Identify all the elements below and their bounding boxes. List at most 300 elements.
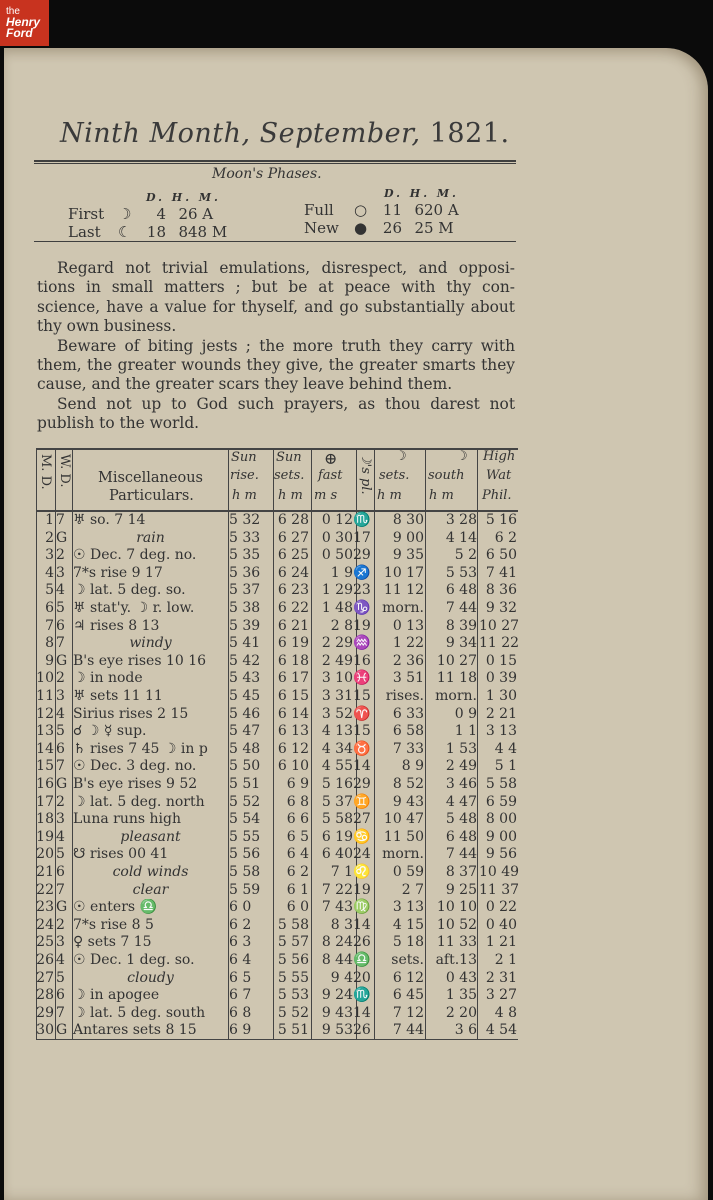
sun-rise: 5 39 [229,617,261,634]
high-water: 7 41 [485,564,517,581]
clock-fast: 9 24 [321,987,353,1004]
moon-sets: 11 50 [383,828,424,845]
clock-fast: 5 58 [321,811,353,828]
moon-south: 5 2 [454,547,477,564]
day-of-month: 12 [36,705,54,722]
table-row [36,970,518,988]
moon-sets: 7 33 [392,740,424,757]
sun-rise: 5 51 [229,776,261,792]
sun-rise: 5 45 [229,688,261,704]
high-water: 9 56 [485,846,517,863]
moon-sets: 8 30 [392,512,424,528]
day-of-month: 18 [36,811,54,828]
sun-rise: 5 36 [229,564,261,581]
moon-place: ♒ [353,635,371,652]
particulars: ♅ sets 11 11 [73,688,163,704]
title-rule [34,160,516,162]
moon-phases-heading: Moon's Phases. [212,166,322,182]
particulars: B's eye rises 10 16 [73,652,207,669]
clock-fast: 8 3 [330,916,353,933]
phase-name: First [68,205,105,223]
title-rule-thin [34,163,516,164]
moon-sets: 10 17 [383,564,424,581]
phases-right-header: D. H. M. [384,187,459,200]
table-row [36,811,518,829]
moon-place: ♏ [353,512,371,528]
day-of-week: 4 [56,952,65,968]
day-of-week: 2 [56,793,65,810]
day-of-week: 6 [56,617,65,634]
clock-fast: 3 31 [321,688,353,704]
moon-place: 20 [353,969,371,986]
high-water: 4 4 [494,740,517,757]
header-sunset-1: Sun [276,450,302,465]
phase-day: 11 [382,201,402,219]
sun-rise: 5 55 [229,828,261,845]
moon-south: morn. [435,688,477,704]
phase-hour: 2 [178,205,188,223]
day-of-month: 19 [36,828,54,845]
sun-set: 6 23 [277,582,309,599]
sun-set: 6 10 [277,758,309,775]
clock-fast: 3 10 [321,670,353,687]
header-wd: W. D. [57,454,72,488]
day-of-month: 6 [45,600,54,616]
moon-sets: 6 33 [392,705,424,722]
high-water: 6 2 [494,529,517,546]
high-water: 9 32 [485,600,517,616]
high-water: 8 00 [485,811,517,828]
paragraph-3: Send not up to God such prayers, as thou darest not publish to the world. [37,394,515,433]
table-row [36,864,518,882]
clock-fast: 7 1 [330,864,353,880]
day-of-week: 4 [56,582,65,599]
day-of-week: 7 [56,758,65,775]
phase-hour: 6 [414,201,424,219]
table-row [36,846,518,864]
sun-set: 6 25 [277,547,309,564]
sun-set: 5 57 [277,934,309,951]
day-of-month: 28 [36,987,54,1004]
clock-fast: 9 43 [321,1004,353,1021]
sun-rise: 5 50 [229,758,261,775]
moon-south: 11 33 [436,934,477,951]
day-of-month: 15 [36,758,54,775]
high-water: 2 31 [485,969,517,986]
moon-sets: 11 12 [383,582,424,599]
sun-set: 6 24 [277,564,309,581]
sun-rise: 5 32 [229,512,261,528]
day-of-week: 7 [56,512,65,528]
day-of-month: 27 [36,969,54,986]
phase-hour: 2 [414,219,424,237]
particulars: windy [129,635,172,652]
moon-sets: 8 9 [401,758,424,775]
sun-set: 6 13 [277,723,309,740]
sun-rise: 6 7 [229,987,252,1004]
table-row [36,635,518,653]
moon-place: ♈ [353,705,371,722]
moon-sets: 3 13 [392,899,424,916]
particulars: ☽ lat. 5 deg. so. [73,582,186,599]
particulars: ♃ rises 8 13 [73,617,160,634]
high-water: 4 54 [485,1022,517,1039]
day-of-month: 26 [36,952,54,968]
day-of-week: 3 [56,934,65,951]
header-sunset-2: sets. [274,468,305,483]
table-row [36,1022,518,1040]
header-sunset-3: h m [278,488,303,503]
moon-sets: 6 12 [392,969,424,986]
day-of-week: 2 [56,670,65,687]
table-row [36,794,518,812]
day-of-month: 4 [45,564,54,581]
moon-south: 5 48 [445,811,477,828]
header-sunrise-2: rise. [230,468,259,483]
moon-south: 7 44 [445,600,477,616]
sun-set: 5 52 [277,1004,309,1021]
moon-sets: 7 44 [392,1022,424,1039]
day-of-week: G [56,652,68,669]
header-sunrise-3: h m [232,488,257,503]
sun-rise: 5 59 [229,881,261,898]
day-of-month: 11 [36,688,54,704]
moon-south: 2 49 [445,758,477,775]
moon-sets: 2 7 [401,881,424,898]
day-of-week: 3 [56,688,65,704]
moon-sets: 4 15 [392,916,424,933]
day-of-week: 3 [56,811,65,828]
moon-south: 0 43 [445,969,477,986]
day-of-week: 6 [56,864,65,880]
moon-place: ♋ [353,828,371,845]
table-row [36,776,518,794]
table-row [36,618,518,636]
sun-set: 6 0 [286,899,309,916]
moon-place: ♉ [353,740,371,757]
day-of-month: 1 [45,512,54,528]
high-water: 6 59 [485,793,517,810]
moon-place: 23 [353,582,371,599]
sun-set: 6 6 [286,811,309,828]
particulars: ☉ Dec. 7 deg. no. [73,547,197,564]
phase-minute: 6 A [188,205,214,223]
moon-sets: 10 47 [383,811,424,828]
particulars: Luna runs high [73,811,181,828]
moon-place: 26 [353,1022,371,1039]
moon-place: 14 [353,1004,371,1021]
particulars: pleasant [120,828,181,845]
clock-fast: 7 22 [321,881,353,898]
moon-sets: 0 13 [392,617,424,634]
day-of-month: 2 [45,529,54,546]
moon-sets: sets. [391,952,424,968]
phase-day: 4 [156,205,166,223]
particulars: ☋ rises 00 41 [73,846,169,863]
day-of-month: 30 [36,1022,54,1039]
page-title [60,118,510,149]
clock-fast: 8 24 [321,934,353,951]
moon-sets: 9 00 [392,529,424,546]
moon-sets: 1 22 [392,635,424,652]
day-of-month: 7 [45,617,54,634]
day-of-week: 5 [56,846,65,863]
header-south-1: ☽ [456,449,468,464]
moon-place: ♓ [353,670,371,687]
particulars: ☽ lat. 5 deg. north [73,793,205,810]
particulars: ☽ in node [73,670,143,687]
header-moonsets-2: sets. [379,468,410,483]
day-of-month: 20 [36,846,54,863]
sun-set: 6 18 [277,652,309,669]
sun-rise: 5 48 [229,740,261,757]
particulars: 7*s rise 9 17 [73,564,163,581]
day-of-week: 2 [56,547,65,564]
phases-rule [34,241,516,242]
sun-rise: 5 37 [229,582,261,599]
moon-sets: 2 36 [392,652,424,669]
moon-place: ♏ [353,987,371,1004]
sun-rise: 6 5 [229,969,252,986]
table-row [36,987,518,1005]
particulars: ☉ enters ♎ [73,899,157,916]
particulars: Antares sets 8 15 [73,1022,197,1039]
sun-rise: 6 4 [229,952,252,968]
title-year: 1821. [429,118,510,149]
sun-set: 6 1 [286,881,309,898]
moon-place: ♑ [353,600,371,616]
particulars: ♀ sets 7 15 [73,934,152,951]
phase-glyph: ☽ [118,205,132,223]
moon-place: ♐ [353,564,371,581]
clock-fast: 0 50 [321,547,353,564]
moon-place: ♍ [353,899,371,916]
high-water: 6 50 [485,547,517,564]
table-row [36,882,518,900]
clock-fast: 7 43 [321,899,353,916]
moon-south: 3 28 [445,512,477,528]
moon-south: 5 53 [445,564,477,581]
moon-south: 10 52 [436,916,477,933]
sun-rise: 5 56 [229,846,261,863]
header-south-3: h m [429,488,454,503]
clock-fast: 8 44 [321,952,353,968]
particulars: clear [132,881,169,898]
sun-rise: 5 46 [229,705,261,722]
phase-day: 18 [146,223,166,241]
sun-rise: 6 3 [229,934,252,951]
moon-place: 14 [353,758,371,775]
clock-fast: 5 37 [321,793,353,810]
sun-set: 6 14 [277,705,309,722]
moon-sets: 8 52 [392,776,424,792]
moon-place: 19 [353,617,371,634]
table-row [36,706,518,724]
moon-sets: 0 59 [392,864,424,880]
header-fast-3: m s [314,488,338,503]
day-of-month: 17 [36,793,54,810]
header-water-1: High [483,449,516,464]
clock-fast: 5 16 [321,776,353,792]
particulars: ♅ so. 7 14 [73,512,146,528]
high-water: 9 00 [485,828,517,845]
high-water: 2 1 [494,952,517,968]
clock-fast: 1 9 [330,564,353,581]
high-water: 10 27 [479,617,520,634]
header-misc-1: Miscellaneous [98,470,203,486]
day-of-week: G [56,1022,68,1039]
table-row [36,565,518,583]
table-row [36,917,518,935]
day-of-month: 5 [45,582,54,599]
sun-set: 5 58 [277,916,309,933]
particulars: ☌ ☽ ☿ sup. [73,723,147,740]
moon-south: 0 9 [454,705,477,722]
high-water: 0 39 [485,670,517,687]
high-water: 11 37 [479,881,520,898]
high-water: 2 21 [485,705,517,722]
moon-place: 24 [353,846,371,863]
high-water: 5 1 [494,758,517,775]
moon-place: ♎ [353,952,371,968]
moon-sets: 6 58 [392,723,424,740]
sun-set: 6 15 [277,688,309,704]
particulars: ☽ lat. 5 deg. south [73,1004,206,1021]
day-of-month: 24 [36,916,54,933]
phase-glyph: ☾ [118,223,132,241]
moon-south: 2 20 [445,1004,477,1021]
table-row [36,600,518,618]
moon-place: 26 [353,934,371,951]
header-md: M. D. [38,454,53,490]
sun-rise: 6 9 [229,1022,252,1039]
sun-set: 5 55 [277,969,309,986]
moon-south: 1 1 [454,723,477,740]
day-of-month: 23 [36,899,54,916]
day-of-month: 13 [36,723,54,740]
sun-set: 6 21 [277,617,309,634]
clock-fast: 6 19 [321,828,353,845]
moon-south: 10 27 [436,652,477,669]
moon-south: 9 25 [445,881,477,898]
table-row [36,723,518,741]
sun-set: 5 53 [277,987,309,1004]
clock-fast: 2 49 [321,652,353,669]
particulars: ♄ rises 7 45 ☽ in p [73,740,208,757]
table-row [36,758,518,776]
day-of-week: G [56,776,68,792]
header-misc-2: Particulars. [109,488,194,504]
clock-fast: 0 30 [321,529,353,546]
clock-fast: 2 29 [321,635,353,652]
moon-south: 4 47 [445,793,477,810]
sun-set: 6 27 [277,529,309,546]
high-water: 0 22 [485,899,517,916]
header-moon-place: ☽'s pl. [358,452,373,495]
moon-sets: 5 18 [392,934,424,951]
high-water: 3 27 [485,987,517,1004]
sun-set: 6 22 [277,600,309,616]
sun-rise: 5 58 [229,864,261,880]
sun-rise: 5 43 [229,670,261,687]
phase-minute: 5 M [424,219,454,237]
particulars: ♅ stat'y. ☽ r. low. [73,600,195,616]
moon-place: 17 [353,529,371,546]
table-row [36,741,518,759]
sun-set: 5 56 [277,952,309,968]
header-south-2: south [428,468,465,483]
phase-minute: 48 M [188,223,228,241]
moon-south: 11 18 [436,670,477,687]
day-of-week: 5 [56,600,65,616]
day-of-month: 21 [36,864,54,880]
moon-place: 29 [353,547,371,564]
day-of-week: 2 [56,916,65,933]
moon-south: 3 6 [454,1022,477,1039]
logo-line1: the [6,6,20,17]
high-water: 3 13 [485,723,517,740]
table-row [36,582,518,600]
table-row [36,952,518,970]
particulars: Sirius rises 2 15 [73,705,189,722]
particulars: ☉ Dec. 1 deg. so. [73,952,195,968]
moon-place: ♊ [353,793,371,810]
phase-day: 26 [382,219,402,237]
phase-glyph: ● [354,219,368,237]
header-water-3: Phil. [482,488,512,503]
day-of-week: 3 [56,564,65,581]
high-water: 10 49 [479,864,520,880]
paragraph-1: Regard not trivial emulations, disrespect, and opposi- tions in small matters ; but be at peace with thy con- science, have a value for thyself, and go substantially about thy own business. [37,259,515,336]
sun-rise: 5 42 [229,652,261,669]
moon-place: 15 [353,723,371,740]
day-of-month: 25 [36,934,54,951]
sun-set: 6 19 [277,635,309,652]
day-of-month: 8 [45,635,54,652]
particulars: ☉ Dec. 3 deg. no. [73,758,197,775]
almanac-table [36,448,518,1040]
clock-fast: 6 40 [321,846,353,863]
henry-ford-logo [0,0,49,46]
day-of-week: 7 [56,881,65,898]
moon-south: 6 48 [445,828,477,845]
particulars: rain [136,529,165,546]
phase-name: Last [68,223,101,241]
moon-south: 4 14 [445,529,477,546]
day-of-week: 6 [56,740,65,757]
clock-fast: 3 52 [321,705,353,722]
moon-sets: 9 35 [392,547,424,564]
paragraph-2: Beware of biting jests ; the more truth they carry with them, the greater wounds they give, the greater smarts they cause, and the greater scars they leave behind them. [37,336,515,394]
moon-sets: morn. [382,600,424,616]
clock-fast: 4 13 [321,723,353,740]
moon-sets: 6 45 [392,987,424,1004]
day-of-month: 16 [36,776,54,792]
phase-name: Full [304,201,334,219]
table-row [36,670,518,688]
day-of-month: 29 [36,1004,54,1021]
high-water: 8 36 [485,582,517,599]
table-row [36,934,518,952]
sun-rise: 5 35 [229,547,261,564]
day-of-week: 5 [56,723,65,740]
table-row [36,653,518,671]
moon-south: 9 34 [445,635,477,652]
day-of-week: 6 [56,987,65,1004]
high-water: 0 15 [485,652,517,669]
day-of-week: 4 [56,705,65,722]
title-month: Ninth Month, September, [60,118,421,149]
